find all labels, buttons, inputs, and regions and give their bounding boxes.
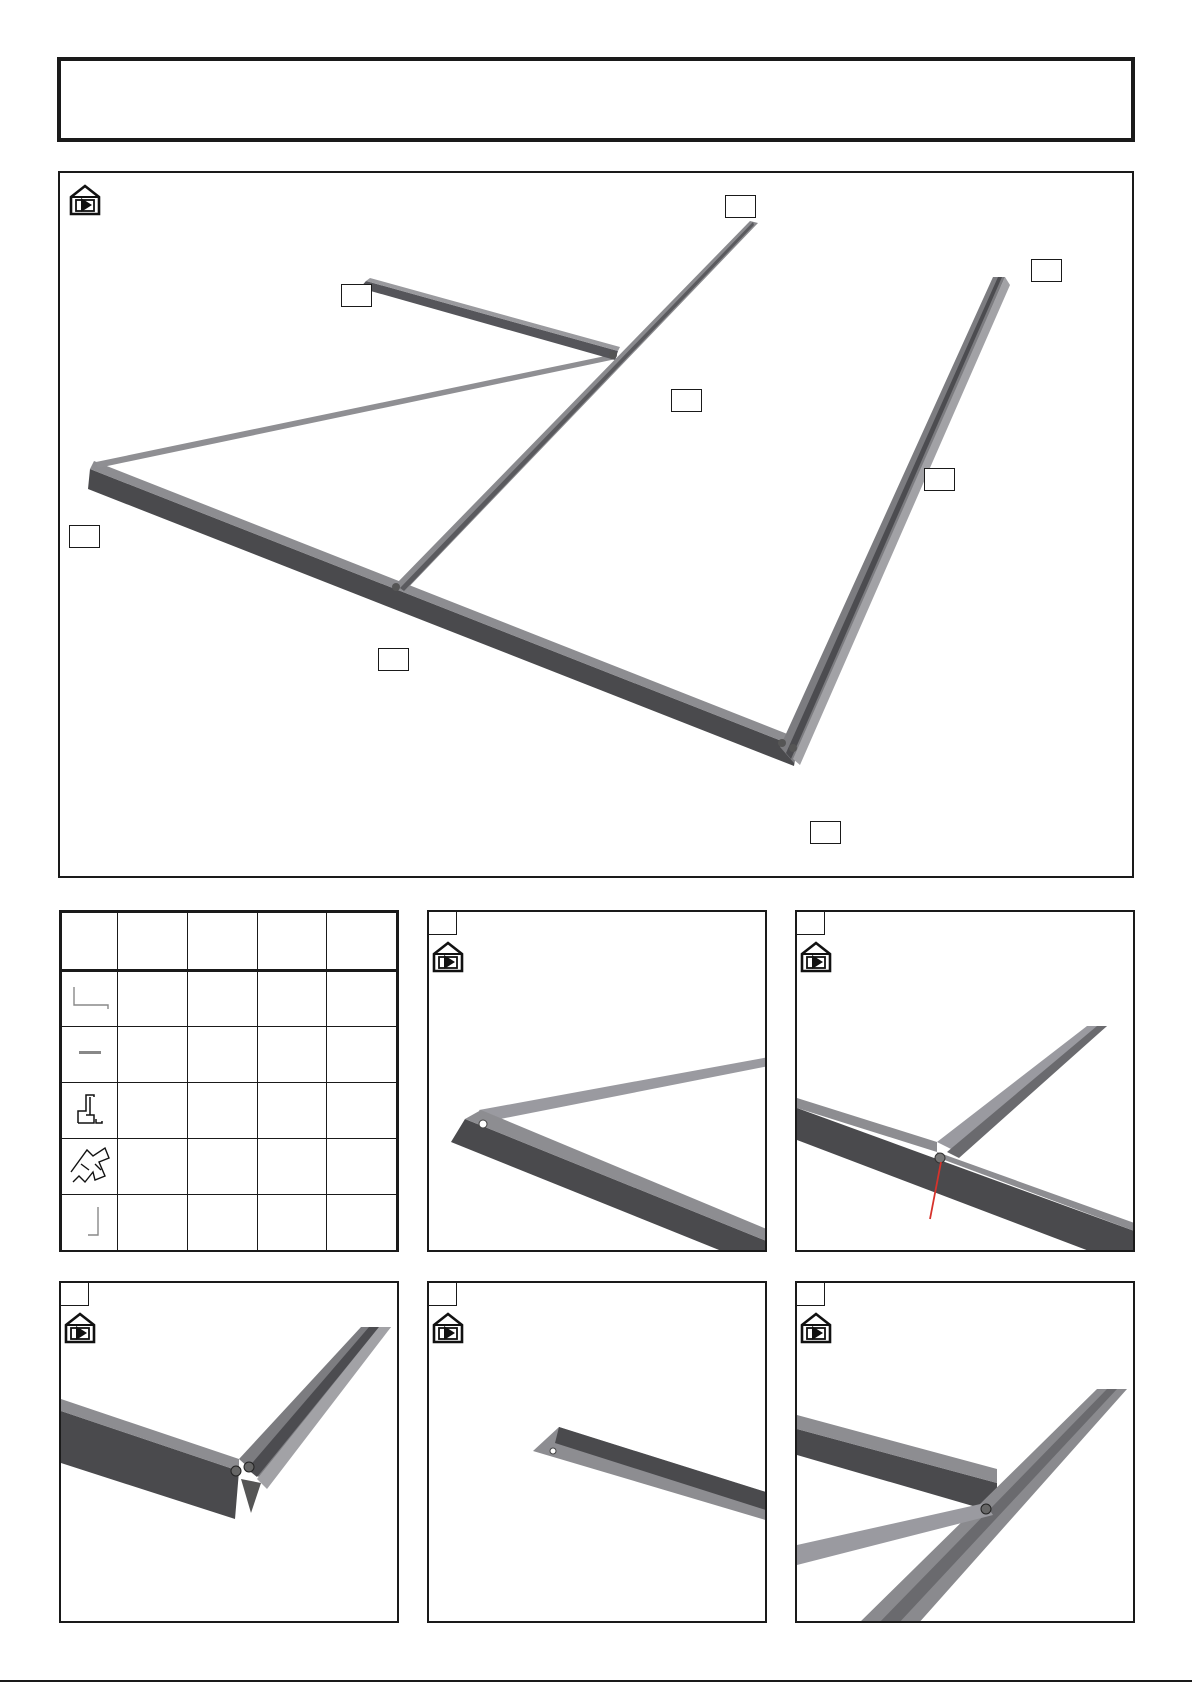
page-title-box — [57, 57, 1135, 142]
parts-cell — [118, 1083, 188, 1139]
frame-drawing — [60, 173, 1134, 878]
parts-cell — [118, 1027, 188, 1083]
footer-rule — [0, 1680, 1192, 1682]
parts-row — [62, 1083, 397, 1139]
parts-row — [62, 1027, 397, 1083]
parts-cell — [187, 1139, 257, 1195]
callout-left-upper — [341, 284, 372, 307]
parts-header-4 — [257, 913, 327, 971]
parts-cell — [118, 1195, 188, 1251]
parts-row — [62, 1195, 397, 1251]
parts-row — [62, 971, 397, 1027]
parts-cell — [257, 971, 327, 1027]
detail-view-2 — [795, 910, 1135, 1252]
parts-header-5 — [327, 913, 397, 971]
parts-cell — [257, 1195, 327, 1251]
parts-cell — [327, 1195, 397, 1251]
parts-cell — [187, 1195, 257, 1251]
detail-view-5 — [795, 1281, 1135, 1623]
bottom-sill-bar — [88, 469, 797, 766]
parts-cell — [118, 1139, 188, 1195]
main-assembly-view — [58, 171, 1134, 878]
detail-view-4 — [427, 1281, 767, 1623]
parts-cell — [327, 1027, 397, 1083]
parts-cell — [187, 1083, 257, 1139]
parts-header-1 — [62, 913, 118, 971]
corner-profile-icon — [62, 1139, 118, 1195]
parts-header-2 — [118, 913, 188, 971]
callout-top-right — [1031, 259, 1062, 282]
callout-left — [69, 525, 100, 548]
parts-cell — [327, 971, 397, 1027]
angle-profile-icon — [62, 971, 118, 1027]
callout-top-mid — [725, 195, 756, 218]
parts-cell — [257, 1139, 327, 1195]
detail-view-3 — [59, 1281, 399, 1623]
glazing-bar-profile-icon — [62, 1083, 118, 1139]
parts-header-3 — [187, 913, 257, 971]
parts-cell — [187, 1027, 257, 1083]
parts-cell — [257, 1027, 327, 1083]
small-angle-icon — [62, 1195, 118, 1251]
parts-row — [62, 1139, 397, 1195]
detail-view-1 — [427, 910, 767, 1252]
callout-center — [671, 389, 702, 412]
parts-cell — [327, 1083, 397, 1139]
parts-cell — [257, 1083, 327, 1139]
parts-table — [59, 910, 399, 1252]
flat-bar-icon — [62, 1027, 118, 1083]
callout-right-mid — [924, 468, 955, 491]
callout-bottom-right — [810, 821, 841, 844]
upper-short-bar — [360, 281, 618, 360]
parts-cell — [327, 1139, 397, 1195]
callout-bottom-mid — [378, 648, 409, 671]
parts-cell — [187, 971, 257, 1027]
parts-cell — [118, 971, 188, 1027]
